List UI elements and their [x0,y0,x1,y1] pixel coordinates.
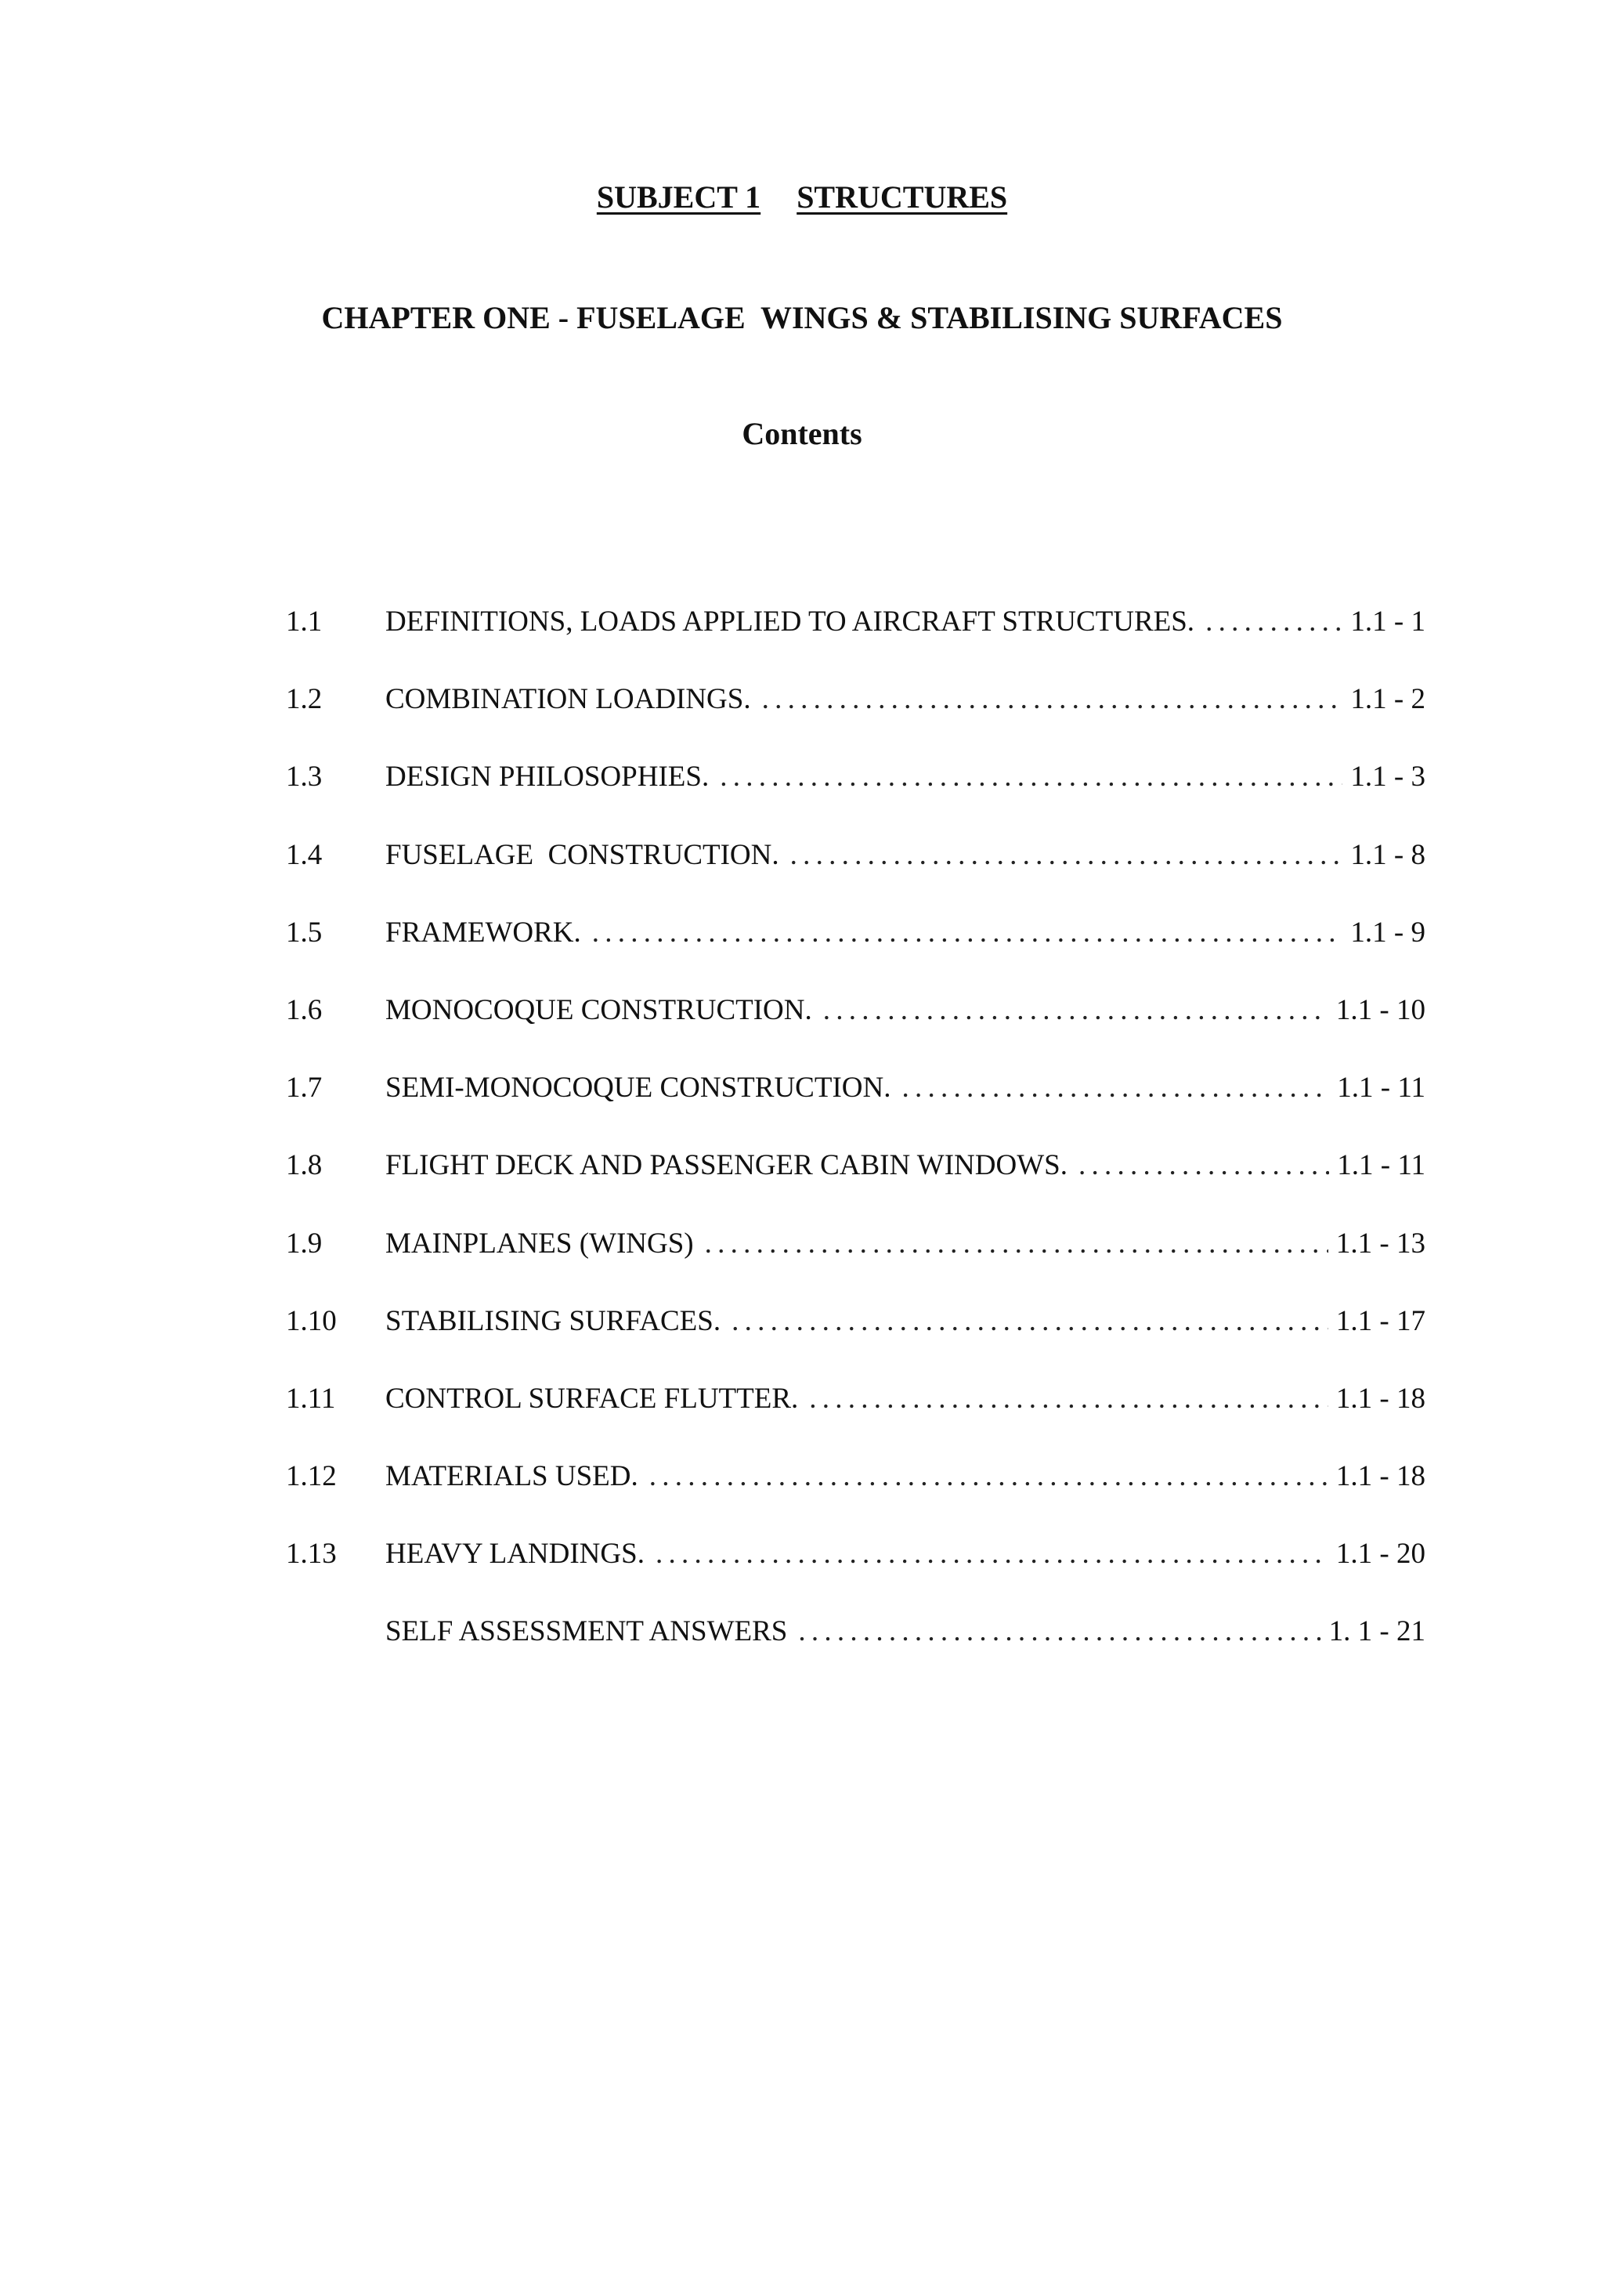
toc-page: 1.1 - 11 [1337,1149,1425,1182]
toc-dot-leader [823,993,1328,1027]
toc-dot-leader [1078,1148,1329,1182]
toc-page: 1. 1 - 21 [1328,1615,1425,1648]
toc-dot-leader [798,1614,1320,1648]
toc-number: 1.10 [286,1304,337,1337]
subject-title: STRUCTURES [797,179,1008,215]
toc-number: 1.1 [286,606,323,638]
toc-title: HEAVY LANDINGS. [385,1538,645,1571]
toc-dot-leader [705,1227,1328,1260]
toc-title: FLIGHT DECK AND PASSENGER CABIN WINDOWS. [385,1149,1068,1182]
toc-title: STABILISING SURFACES. [385,1304,721,1337]
toc-title: MATERIALS USED. [385,1460,638,1493]
toc-entry [286,1537,1425,1614]
toc-dot-leader [901,1071,1329,1105]
toc-entry [286,1148,1425,1226]
toc-entry [286,1227,1425,1304]
toc-entry [286,1614,1425,1692]
contents-heading: Contents [742,416,862,451]
toc-number: 1.2 [286,683,323,716]
toc-page: 1.1 - 18 [1335,1382,1425,1415]
toc-page: 1.1 - 1 [1350,606,1425,638]
toc-number: 1.4 [286,838,323,871]
toc-title: COMBINATION LOADINGS. [385,683,751,716]
toc-page: 1.1 - 8 [1350,838,1425,871]
toc-number: 1.6 [286,993,323,1026]
toc-title: DEFINITIONS, LOADS APPLIED TO AIRCRAFT STRUCTURES. [385,606,1195,638]
toc-dot-leader [762,682,1343,716]
toc-title: DESIGN PHILOSOPHIES. [385,761,710,794]
toc-dot-leader [732,1304,1328,1338]
subject-heading [0,179,1604,215]
toc-entry [286,1304,1425,1382]
toc-dot-leader [790,838,1343,872]
toc-number: 1.9 [286,1227,323,1260]
toc-title: FUSELAGE CONSTRUCTION. [385,838,779,871]
toc-number: 1.12 [286,1460,337,1493]
table-of-contents [286,605,1425,1693]
toc-page: 1.1 - 18 [1335,1460,1425,1493]
toc-title: MONOCOQUE CONSTRUCTION. [385,993,812,1026]
toc-entry [286,1459,1425,1537]
toc-dot-leader [720,760,1342,794]
toc-number: 1.8 [286,1149,323,1182]
toc-entry [286,993,1425,1071]
toc-page: 1.1 - 10 [1335,993,1425,1026]
subject-number: SUBJECT 1 [596,179,761,215]
toc-page: 1.1 - 11 [1337,1072,1425,1105]
toc-entry [286,1382,1425,1459]
toc-number: 1.11 [286,1382,336,1415]
toc-entry [286,682,1425,760]
toc-page: 1.1 - 13 [1335,1227,1425,1260]
toc-dot-leader [1205,605,1342,638]
toc-title: SELF ASSESSMENT ANSWERS [385,1615,788,1648]
toc-number: 1.13 [286,1538,337,1571]
toc-title: CONTROL SURFACE FLUTTER. [385,1382,799,1415]
toc-dot-leader [809,1382,1328,1416]
toc-number: 1.3 [286,761,323,794]
toc-page: 1.1 - 17 [1335,1304,1425,1337]
toc-entry [286,916,1425,993]
toc-page: 1.1 - 3 [1350,761,1425,794]
toc-entry [286,1071,1425,1148]
chapter-title: CHAPTER ONE - FUSELAGE WINGS & STABILISING SURFACES [321,300,1283,335]
toc-number: 1.5 [286,916,323,949]
toc-page: 1.1 - 2 [1350,683,1425,716]
toc-page: 1.1 - 9 [1350,916,1425,949]
toc-title: FRAMEWORK. [385,916,581,949]
toc-page: 1.1 - 20 [1335,1538,1425,1571]
toc-title: SEMI-MONOCOQUE CONSTRUCTION. [385,1072,891,1105]
toc-number: 1.7 [286,1072,323,1105]
toc-dot-leader [656,1537,1328,1571]
toc-entry [286,760,1425,837]
toc-entry [286,838,1425,916]
toc-dot-leader [592,916,1343,949]
toc-dot-leader [649,1459,1328,1493]
toc-entry [286,605,1425,682]
toc-title: MAINPLANES (WINGS) [385,1227,694,1260]
